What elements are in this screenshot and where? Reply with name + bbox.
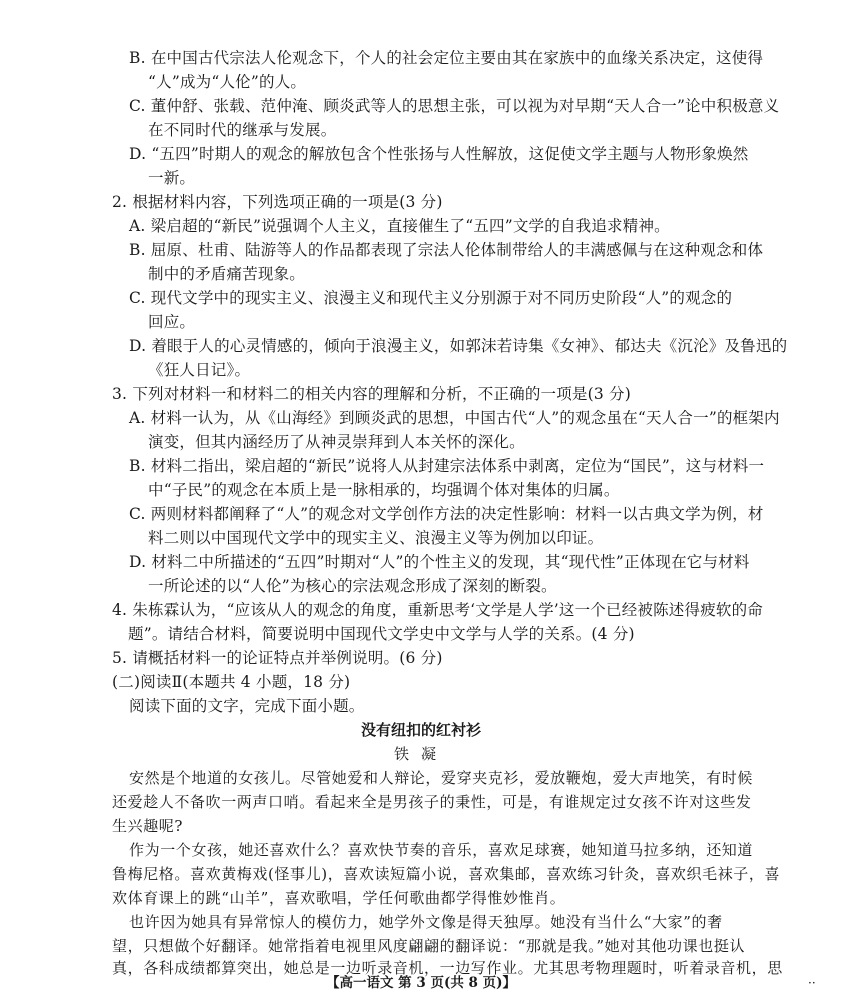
q3-option-a-line2: 演变，但其内涵经历了从神灵崇拜到人本关怀的深化。 bbox=[148, 433, 525, 451]
q3-option-d-line2: 一所论述的以“人伦”为核心的宗法观念形成了深刻的断裂。 bbox=[148, 577, 557, 595]
story-p2-line2: 鲁梅尼格。喜欢黄梅戏(怪事儿)，喜欢读短篇小说，喜欢集邮，喜欢练习针灸，喜欢织毛袜子，喜 bbox=[112, 865, 781, 883]
q1-option-c-line2: 在不同时代的继承与发展。 bbox=[148, 121, 337, 139]
q3-stem: 3. 下列对材料一和材料二的相关内容的理解和分析，不正确的一项是(3 分) bbox=[112, 385, 632, 403]
q1-option-b-line2: “人”成为“人伦”的人。 bbox=[148, 73, 307, 91]
section2-heading: (二)阅读Ⅱ(本题共 4 小题，18 分) bbox=[112, 673, 351, 691]
q2-stem: 2. 根据材料内容，下列选项正确的一项是(3 分) bbox=[112, 193, 443, 211]
q3-option-b-line2: 中“子民”的观念在本质上是一脉相承的，均强调个体对集体的归属。 bbox=[148, 481, 620, 499]
story-author: 铁凝 bbox=[393, 745, 448, 763]
q4-line1: 4. 朱栋霖认为，“应该从人的观念的角度，重新思考‘文学是人学’这一个已经被陈述得疲软的命 bbox=[112, 601, 763, 619]
story-p3-line2: 望，只想做个好翻译。她常指着电视里风度翩翩的翻译说：“那就是我。”她对其他功课也挺认 bbox=[112, 937, 746, 955]
story-p1-line3: 生兴趣呢? bbox=[112, 817, 184, 835]
q4-line2: 题”。请结合材料，简要说明中国现代文学史中文学与人学的关系。(4 分) bbox=[128, 625, 635, 643]
q5-line1: 5. 请概括材料一的论证特点并举例说明。(6 分) bbox=[112, 649, 443, 667]
story-title: 没有纽扣的红衬衫 bbox=[360, 721, 481, 739]
corner-mark: ·· bbox=[808, 976, 816, 990]
q2-option-c-line2: 回应。 bbox=[148, 313, 196, 331]
q3-option-b-line1: B. 材料二指出，梁启超的“新民”说将人从封建宗法体系中剥离，定位为“国民”，这与材料一 bbox=[129, 457, 765, 475]
q2-option-d-line1: D. 着眼于人的心灵情感的，倾向于浪漫主义，如郭沫若诗集《女神》、郁达夫《沉沦》及鲁迅的 bbox=[129, 337, 788, 355]
q2-option-b-line2: 制中的矛盾痛苦现象。 bbox=[148, 265, 306, 283]
q2-option-b-line1: B. 屈原、杜甫、陆游等人的作品都表现了宗法人伦体制带给人的丰满感佩与在这种观念和体 bbox=[129, 241, 764, 259]
section2-instruction: 阅读下面的文字，完成下面小题。 bbox=[129, 697, 365, 715]
q2-option-c-line1: C. 现代文学中的现实主义、浪漫主义和现代主义分别源于对不同历史阶段“人”的观念的 bbox=[129, 289, 733, 307]
q3-option-a-line1: A. 材料一认为，从《山海经》到顾炎武的思想，中国古代“人”的观念虽在“天人合一”的框架内 bbox=[129, 409, 780, 427]
story-p1-line1: 安然是个地道的女孩儿。尽管她爱和人辩论，爱穿夹克衫，爱放鞭炮，爱大声地笑，有时候 bbox=[129, 769, 754, 787]
q3-option-c-line1: C. 两则材料都阐释了“人”的观念对文学创作方法的决定性影响：材料一以古典文学为例，材 bbox=[129, 505, 764, 523]
q2-option-a: A. 梁启超的“新民”说强调个人主义，直接催生了“五四”文学的自我追求精神。 bbox=[129, 217, 670, 235]
q3-option-d-line1: D. 材料二中所描述的“五四”时期对“人”的个性主义的发现，其“现代性”正体现在它与材料 bbox=[129, 553, 750, 571]
q2-option-d-line2: 《狂人日记》。 bbox=[148, 361, 251, 379]
q3-option-c-line2: 料二则以中国现代文学中的现实主义、浪漫主义等为例加以印证。 bbox=[148, 529, 604, 547]
q1-option-d-line1: D. “五四”时期人的观念的解放包含个性张扬与人性解放，这促使文学主题与人物形象焕然 bbox=[129, 145, 749, 163]
story-p2-line1: 作为一个女孩，她还喜欢什么？喜欢快节奏的音乐，喜欢足球赛，她知道马拉多纳，还知道 bbox=[129, 841, 754, 859]
story-p3-line3: 真，各科成绩都算突出，她总是一边听录音机，一边写作业。尤其思考物理题时，听着录音机，思 bbox=[112, 959, 783, 977]
q1-option-c-line1: C. 董仲舒、张载、范仲淹、顾炎武等人的思想主张，可以视为对早期“天人合一”论中积极意义 bbox=[129, 97, 780, 115]
page-footer: 【高一语文 第 3 页(共 8 页)】 bbox=[325, 975, 517, 991]
story-p3-line1: 也许因为她具有异常惊人的模仿力，她学外文像是得天独厚。她没有当什么“大家”的奢 bbox=[129, 913, 723, 931]
story-p2-line3: 欢体育课上的跳“山羊”，喜欢歌唱，学任何歌曲都学得惟妙惟肖。 bbox=[112, 889, 566, 907]
q1-option-b-line1: B. 在中国古代宗法人伦观念下，个人的社会定位主要由其在家族中的血缘关系决定，这使得 bbox=[129, 49, 764, 67]
q1-option-d-line2: 一新。 bbox=[148, 169, 196, 187]
story-p1-line2: 还爱趁人不备吹一两声口哨。看起来全是男孩子的秉性，可是，有谁规定过女孩不许对这些发 bbox=[112, 793, 752, 811]
